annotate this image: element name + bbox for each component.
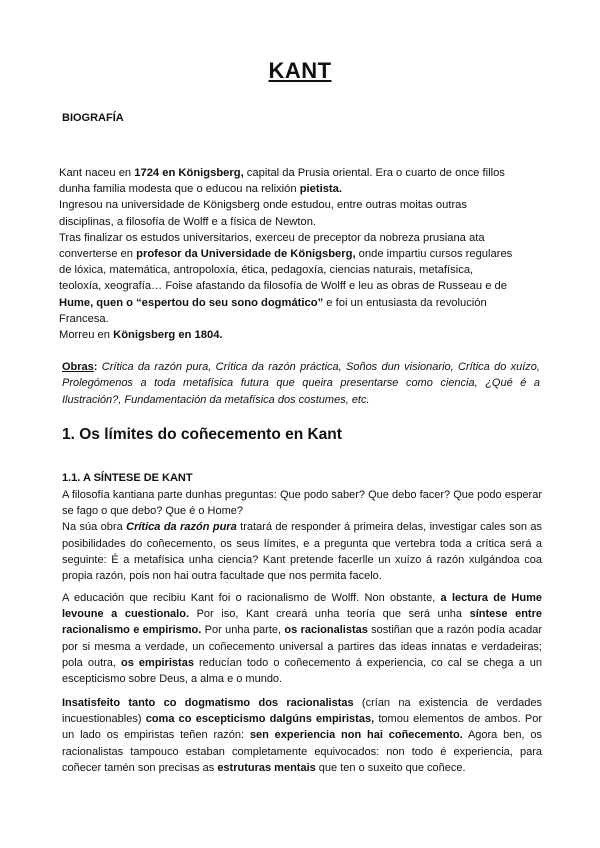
paragraph-questions: A filosofía kantiana parte dunhas preguntas: Que podo saber? Que debo facer? Que podo esperar se fago o que debo? Que é o Home? Na súa obra Crítica da razón pura tratará de responder á primeira delas, investigar cales son as posibilidades do coñecemento, os seus límites, e a pregunta que vertebra toda a crítica será a seguinte: É a metafísica unha ciencia? Kant pretende facerlle un xuízo á razón xulgándoa coa propia razón, pois non hai outra facultade que nos permita facelo. xyxy=(62,489,542,583)
bio-line: converterse en profesor da Universidade de Königsberg, onde impartiu cursos regulares xyxy=(59,248,513,261)
bio-line: de lóxica, matemática, antropoloxía, ética, pedagoxía, ciencias naturais, metafísica, xyxy=(59,264,474,277)
bio-line: Hume, quen o “espertou do seu sono dogmático” e foi un entusiasta da revolución xyxy=(59,296,487,309)
bio-line: teoloxía, xeografía… Foise afastando da filosofía de Wolff e leu as obras de Russeau e de xyxy=(59,280,507,293)
biography-label: BIOGRAFÍA xyxy=(62,112,124,124)
bio-line: Tras finalizar os estudos universitarios, exerceu de preceptor da nobreza prusiana ata xyxy=(59,231,485,244)
bio-line: dunha familia modesta que o educou na relixión pietista. xyxy=(59,183,342,196)
section-heading: 1. Os límites do coñecemento en Kant xyxy=(62,426,342,443)
subsection-heading: 1.1. A SÍNTESE DE KANT xyxy=(62,472,193,484)
works-label: Obras xyxy=(62,361,94,373)
bio-line: Ingresou na universidade de Königsberg onde estudou, entre outras moitas outras xyxy=(59,199,467,212)
works-paragraph: Obras: Crítica da razón pura, Crítica da razón práctica, Soños dun visionario, Crítica do xuízo, Prolegómenos a toda metafísica futura que queira presentarse como ciencia, ¿Qué é a Ilustración?, Fundamentación da metafísica dos costumes, etc. xyxy=(62,361,540,406)
bio-line: disciplinas, a filosofía de Wolff e a física de Newton. xyxy=(59,215,317,228)
paragraph-education: A educación que recibiu Kant foi o racionalismo de Wolff. Non obstante, a lectura de Hume levoune a cuestionalo. Por iso, Kant creará unha teoría que será unha síntese entre racionalismo e empirismo. Por unha parte, os racionalistas sostiñan que a razón podía acadar por si mesma a verdade, un coñecemento universal a partires das ideas innatas e verdadeiras; pola outra, os empiristas reducían todo o coñecemento á experiencia, co cal se chega a un escepticismo sobre Deus, a alma e o mundo. xyxy=(62,592,542,686)
bio-line: Francesa. xyxy=(59,312,109,325)
bio-line: Morreu en Königsberg en 1804. xyxy=(59,329,223,342)
page-title: KANT xyxy=(268,58,332,83)
paragraph-synthesis: Insatisfeito tanto co dogmatismo dos racionalistas (crían na existencia de verdades incuestionables) coma co escepticismo dalgúns empiristas, tomou elementos de ambos. Por un lado os empiristas teñen razón: sen experiencia non hai coñecemento. Agora ben, os racionalistas tampouco estaban completamente equivocados: non todo é experiencia, para coñecer tamén son precisas as estruturas mentais que ten o suxeito que coñece. xyxy=(62,697,542,774)
bio-line: Kant naceu en 1724 en Königsberg, capital da Prusia oriental. Era o cuarto de once fillos xyxy=(59,167,505,179)
biography-text xyxy=(59,165,549,343)
